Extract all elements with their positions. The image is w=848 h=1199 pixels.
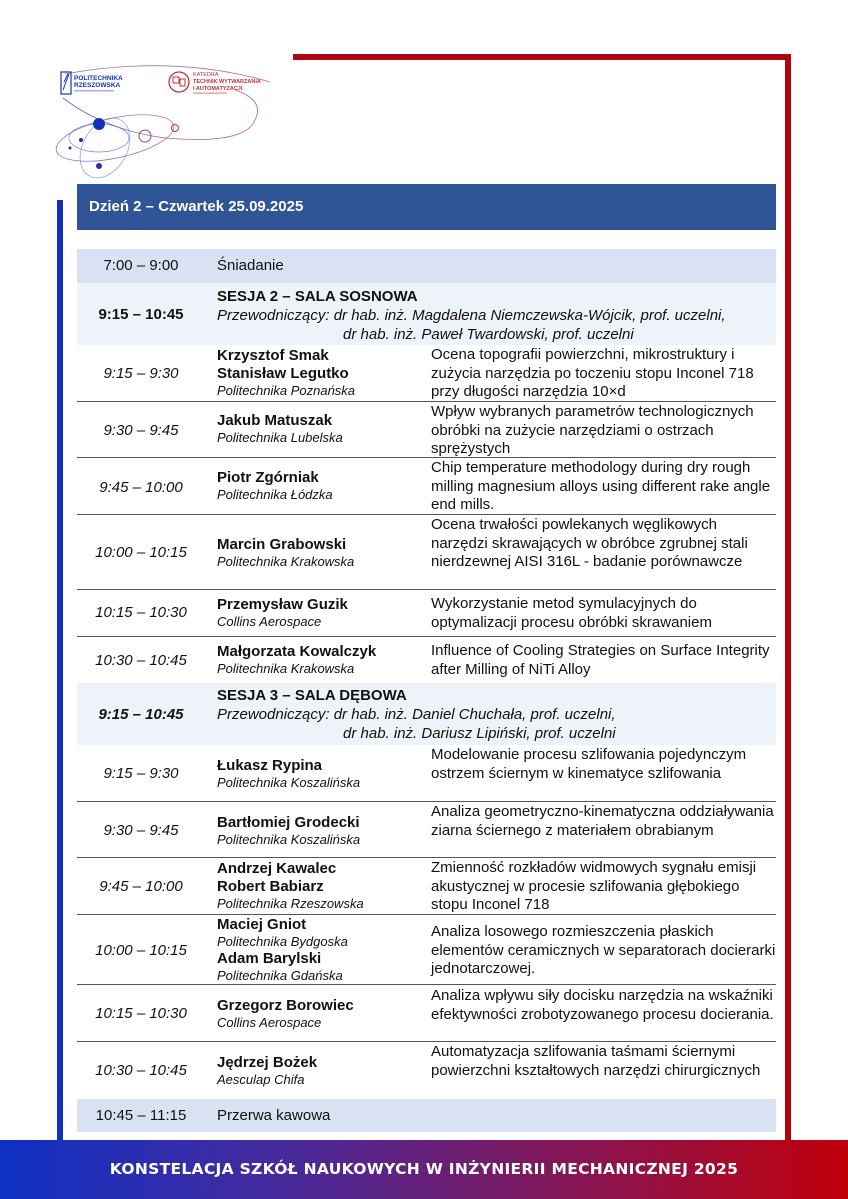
author-name: Jakub Matuszak <box>217 412 333 429</box>
talk-time: 9:45 – 10:00 <box>99 878 183 895</box>
author-affiliation: Collins Aerospace <box>217 1015 322 1030</box>
talk-authors <box>217 412 343 446</box>
author-affiliation: Politechnika Krakowska <box>217 554 355 569</box>
author-affiliation: Collins Aerospace <box>217 614 322 629</box>
session3-header-row <box>77 683 776 745</box>
author-affiliation: Politechnika Gdańska <box>217 968 343 983</box>
author-name: Krzysztof Smak <box>217 347 329 364</box>
session3-time: 9:15 – 10:45 <box>98 706 184 723</box>
logo-university-line1: POLITECHNIKA <box>74 75 123 82</box>
coffee-break-label: Przerwa kawowa <box>217 1107 331 1124</box>
day-header: Dzień 2 – Czwartek 25.09.2025 <box>77 184 776 230</box>
talk-authors <box>217 643 376 677</box>
talk-row <box>77 345 776 402</box>
logo-dept-line1: KATEDRA <box>193 72 219 78</box>
logo-dept-line3: I AUTOMATYZACJI <box>193 86 243 92</box>
logo-dept-line2: TECHNIK WYTWARZANIA <box>193 79 261 85</box>
talk-title: Chip temperature methodology during dry rough milling magnesium alloys using different rake angle end mills. <box>431 459 771 513</box>
author-affiliation: Aesculap Chifa <box>217 1072 305 1087</box>
session3-chairs-line1: Przewodniczący: dr hab. inż. Daniel Chuchała, prof. uczelni, <box>217 706 616 723</box>
talk-authors <box>217 596 348 630</box>
talk-row <box>77 458 776 515</box>
conference-logo <box>55 60 295 180</box>
session2-title: SESJA 2 – SALA SOSNOWA <box>217 288 418 305</box>
author-name: Stanisław Legutko <box>217 365 349 382</box>
session3-chairs-line2: dr hab. inż. Dariusz Lipiński, prof. uczelni <box>343 725 616 742</box>
talk-authors <box>217 469 333 503</box>
talk-title: Zmienność rozkładów widmowych sygnału emisji akustycznej w procesie szlifowania głębokiego stopu Inconel 718 <box>431 859 757 913</box>
author-affiliation: Politechnika Koszalińska <box>217 775 361 790</box>
talk-authors <box>217 757 360 791</box>
author-affiliation: Politechnika Rzeszowska <box>217 896 364 911</box>
talk-row <box>77 802 776 858</box>
author-name: Jędrzej Bożek <box>217 1054 318 1071</box>
author-name: Adam Barylski <box>217 950 322 967</box>
session2-info <box>217 287 726 344</box>
coffee-break-time: 10:45 – 11:15 <box>95 1107 187 1124</box>
talk-time: 10:00 – 10:15 <box>95 942 187 959</box>
author-affiliation: Politechnika Krakowska <box>217 661 355 676</box>
author-name: Przemysław Guzik <box>217 596 348 613</box>
author-name: Piotr Zgórniak <box>217 469 319 486</box>
logo-university-line2: RZESZOWSKA <box>74 82 121 89</box>
talk-title: Analiza geometryczno-kinematyczna oddziaływania ziarna ściernego z materiałem obrabianym <box>431 803 774 839</box>
talk-title: Influence of Cooling Strategies on Surface Integrity after Milling of NiTi Alloy <box>431 642 770 678</box>
talk-authors <box>217 997 354 1031</box>
talk-authors <box>217 814 360 848</box>
talk-authors <box>217 536 354 570</box>
talk-title: Analiza losowego rozmieszczenia płaskich elementów ceramicznych w separatorach docierarki jednotarczowej. <box>431 923 776 977</box>
talk-time: 10:15 – 10:30 <box>95 604 187 621</box>
talk-title: Ocena trwałości powlekanych węglikowych narzędzi skrawających w obróbce zgrubnej stali nierdzewnej AISI 316L - badanie porównawcze <box>431 516 748 570</box>
talk-row <box>77 515 776 590</box>
talk-row <box>77 402 776 458</box>
talk-row <box>77 745 776 802</box>
footer-banner: KONSTELACJA SZKÓŁ NAUKOWYCH W INŻYNIERII MECHANICZNEJ 2025 <box>0 1140 848 1199</box>
author-affiliation: Politechnika Poznańska <box>217 383 356 398</box>
author-name: Marcin Grabowski <box>217 536 347 553</box>
talk-time: 9:45 – 10:00 <box>99 479 183 496</box>
author-affiliation: Politechnika Łódzka <box>217 487 333 502</box>
talk-time: 9:15 – 9:30 <box>103 365 179 382</box>
author-name: Andrzej Kawalec <box>217 860 337 877</box>
talk-time: 9:15 – 9:30 <box>103 765 179 782</box>
talk-title: Wpływ wybranych parametrów technologicznych obróbki na zużycie narzędziami o ostrzach sprężystych <box>431 403 754 457</box>
talk-time: 10:00 – 10:15 <box>95 544 187 561</box>
session2-chairs-line1: Przewodniczący: dr hab. inż. Magdalena Niemczewska-Wójcik, prof. uczelni, <box>217 307 726 324</box>
talk-authors <box>217 347 355 399</box>
breakfast-label: Śniadanie <box>217 257 284 274</box>
talk-title: Ocena topografii powierzchni, mikrostruktury i zużycia narzędzia po toczeniu stopu Inconel 718 przy długości narzędzia 10×d <box>431 346 754 400</box>
talk-time: 10:15 – 10:30 <box>95 1005 187 1022</box>
author-name: Grzegorz Borowiec <box>217 997 354 1014</box>
author-name: Maciej Gniot <box>217 916 307 933</box>
author-name: Małgorzata Kowalczyk <box>217 643 377 660</box>
session2-time: 9:15 – 10:45 <box>98 306 184 323</box>
talk-authors <box>217 860 364 912</box>
talk-time: 10:30 – 10:45 <box>95 1062 187 1079</box>
talk-row <box>77 637 776 683</box>
breakfast-row <box>77 249 776 283</box>
session2-header-row <box>77 283 776 345</box>
talk-title: Wykorzystanie metod symulacyjnych do optymalizacji procesu obróbki skrawaniem <box>431 595 712 631</box>
coffee-break-row <box>77 1099 776 1132</box>
session3-info <box>217 686 616 743</box>
talk-row <box>77 858 776 915</box>
author-affiliation: Politechnika Bydgoska <box>217 934 348 949</box>
author-affiliation: Politechnika Koszalińska <box>217 832 361 847</box>
author-name: Robert Babiarz <box>217 878 324 895</box>
blue-frame-left <box>57 200 63 1140</box>
planet-large <box>93 118 105 130</box>
talk-title: Analiza wpływu siły docisku narzędzia na wskaźniki efektywności zrobotyzowanego procesu docierania. <box>431 987 774 1023</box>
author-affiliation: Politechnika Lubelska <box>217 430 343 445</box>
talk-time: 10:30 – 10:45 <box>95 652 187 669</box>
talk-row <box>77 985 776 1042</box>
session2-chairs-line2: dr hab. inż. Paweł Twardowski, prof. uczelni <box>343 326 634 343</box>
talk-row <box>77 1042 776 1099</box>
red-frame-right <box>785 54 791 1140</box>
author-name: Łukasz Rypina <box>217 757 323 774</box>
session3-title: SESJA 3 – SALA DĘBOWA <box>217 687 407 704</box>
talk-title: Modelowanie procesu szlifowania pojedynczym ostrzem ściernym w kinematyce szlifowania <box>431 746 747 782</box>
talk-authors <box>217 1054 317 1088</box>
talk-title: Automatyzacja szlifowania taśmami ściernymi powierzchni kształtowych narzędzi chirurgicznych <box>431 1043 761 1079</box>
red-frame-top <box>293 54 791 60</box>
talk-row <box>77 590 776 637</box>
talk-authors <box>217 916 348 984</box>
talk-time: 9:30 – 9:45 <box>103 422 179 439</box>
talk-row <box>77 915 776 985</box>
breakfast-time: 7:00 – 9:00 <box>103 257 179 274</box>
talk-time: 9:30 – 9:45 <box>103 822 179 839</box>
author-name: Bartłomiej Grodecki <box>217 814 360 831</box>
